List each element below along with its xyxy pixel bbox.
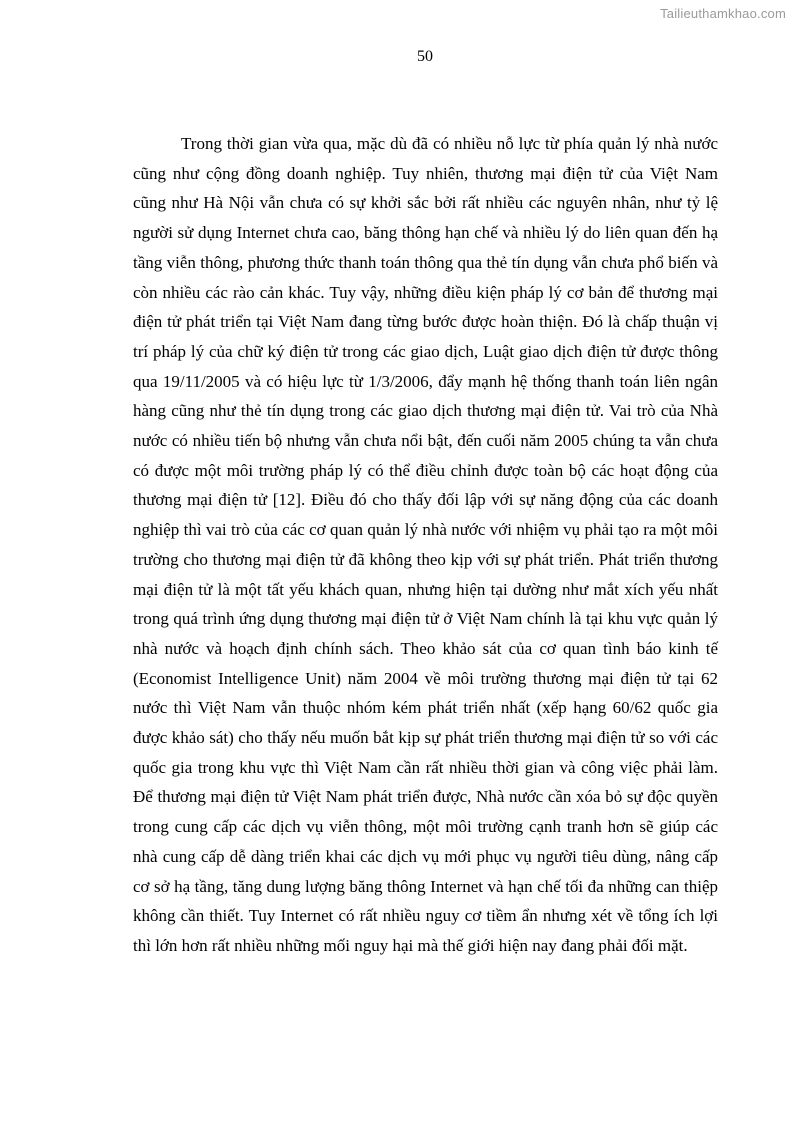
watermark: Tailieuthamkhao.com (660, 6, 786, 21)
body-paragraph: Trong thời gian vừa qua, mặc dù đã có nhiều nỗ lực từ phía quản lý nhà nước cũng như cộng đồng doanh nghiệp. Tuy nhiên, thương mại điện tử của Việt Nam cũng như Hà Nội vẫn chưa có sự khởi sắc bởi rất nhiều các nguyên nhân, như tỷ lệ người sử dụng Internet chưa cao, băng thông hạn chế và nhiều lý do liên quan đến hạ tầng viễn thông, phương thức thanh toán thông qua thẻ tín dụng vẫn chưa phổ biến và còn nhiều các rào cản khác. Tuy vậy, những điều kiện pháp lý cơ bản để thương mại điện tử phát triển tại Việt Nam đang từng bước được hoàn thiện. Đó là chấp thuận vị trí pháp lý của chữ ký điện tử trong các giao dịch, Luật giao dịch điện tử được thông qua 19/11/2005 và có hiệu lực từ 1/3/2006, đẩy mạnh hệ thống thanh toán liên ngân hàng cũng như thẻ tín dụng trong các giao dịch thương mại điện tử. Vai trò của Nhà nước có nhiều tiến bộ nhưng vẫn chưa nổi bật, đến cuối năm 2005 chúng ta vẫn chưa có được một môi trường pháp lý có thể điều chỉnh được toàn bộ các hoạt động của thương mại điện tử [12]. Điều đó cho thấy đối lập với sự năng động của các doanh nghiệp thì vai trò của các cơ quan quản lý nhà nước với nhiệm vụ phải tạo ra một môi trường cho thương mại điện tử đã không theo kịp với sự phát triển. Phát triển thương mại điện tử là một tất yếu khách quan, nhưng hiện tại dường như mắt xích yếu nhất trong quá trình ứng dụng thương mại điện tử ở Việt Nam chính là tại khu vực quản lý nhà nước và hoạch định chính sách. Theo khảo sát của cơ quan tình báo kinh tế (Economist Intelligence Unit) năm 2004 về môi trường thương mại điện tử tại 62 nước thì Việt Nam vẫn thuộc nhóm kém phát triển nhất (xếp hạng 60/62 quốc gia được khảo sát) cho thấy nếu muốn bắt kịp sự phát triển thương mại điện tử so với các quốc gia trong khu vực thì Việt Nam cần rất nhiều thời gian và công việc phải làm. Để thương mại điện tử Việt Nam phát triển được, Nhà nước cần xóa bỏ sự độc quyền trong cung cấp các dịch vụ viễn thông, một môi trường cạnh tranh hơn sẽ giúp các nhà cung cấp dễ dàng triển khai các dịch vụ mới phục vụ người tiêu dùng, nâng cấp cơ sở hạ tầng, tăng dung lượng băng thông Internet và hạn chế tối đa những can thiệp không cần thiết. Tuy Internet có rất nhiều nguy cơ tiềm ẩn nhưng xét về tổng ích lợi thì lớn hơn rất nhiều những mối nguy hại mà thế giới hiện nay đang phải đối mặt. (133, 134, 718, 955)
page-number: 50 (417, 48, 433, 65)
